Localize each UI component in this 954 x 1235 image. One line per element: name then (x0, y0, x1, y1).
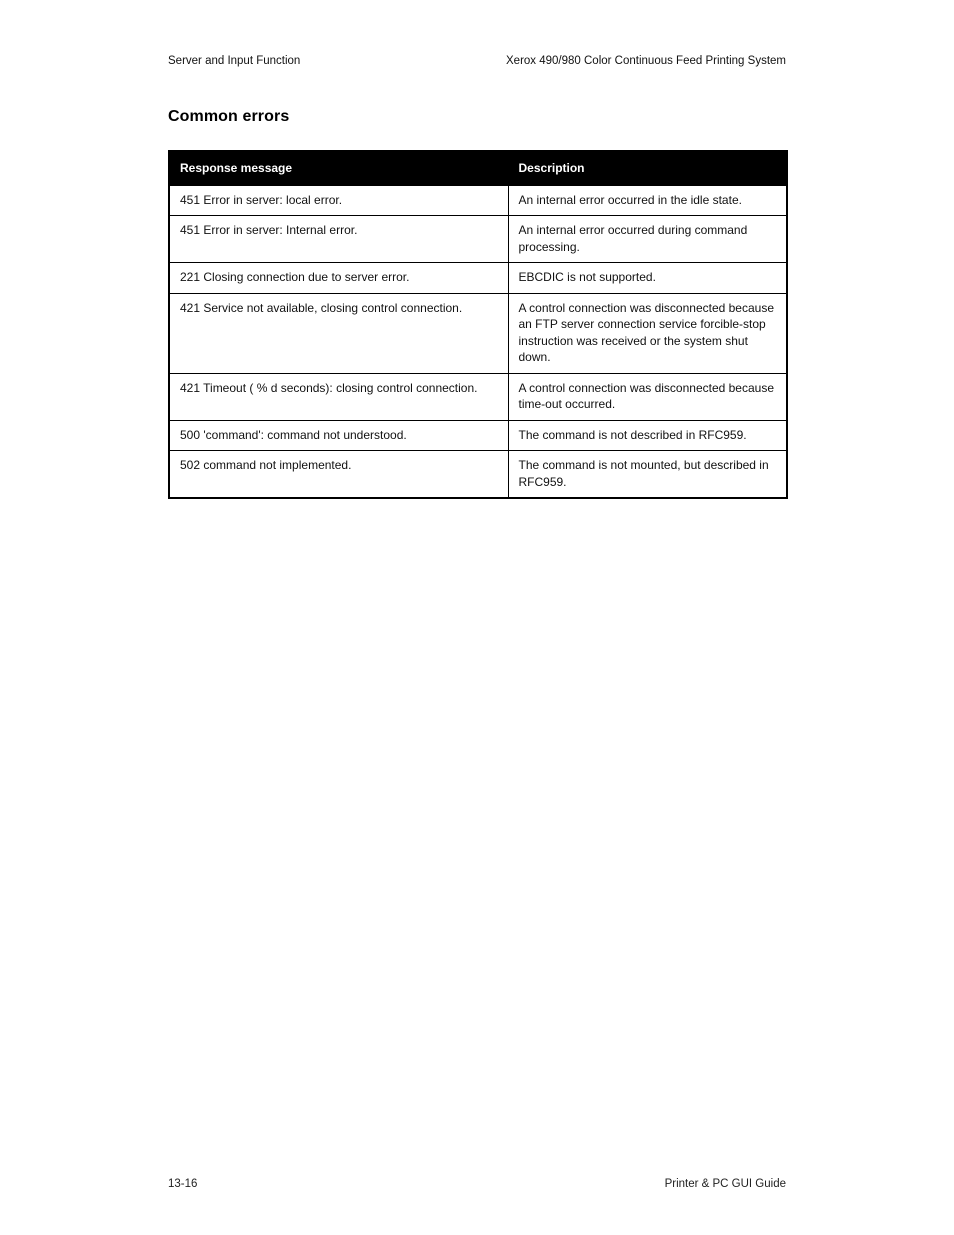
response-message-cell: 421 Timeout ( % d seconds): closing control connection. (169, 373, 508, 420)
column-header-description: Description (508, 151, 787, 185)
description-cell: An internal error occurred in the idle state. (508, 185, 787, 216)
description-cell: The command is not mounted, but described in RFC959. (508, 451, 787, 499)
table-row (169, 451, 787, 499)
response-message-cell: 451 Error in server: Internal error. (169, 216, 508, 263)
column-header-response-message: Response message (169, 151, 508, 185)
response-message-cell: 502 command not implemented. (169, 451, 508, 499)
table-header-row (169, 151, 787, 185)
running-header (168, 54, 786, 68)
table-body (169, 185, 787, 498)
response-message-cell: 451 Error in server: local error. (169, 185, 508, 216)
footer-guide-title: Printer & PC GUI Guide (664, 1178, 786, 1190)
table-row (169, 293, 787, 373)
common-errors-table (168, 150, 788, 499)
response-message-cell: 421 Service not available, closing control connection. (169, 293, 508, 373)
section-title: Common errors (168, 108, 290, 125)
description-cell: An internal error occurred during command processing. (508, 216, 787, 263)
description-cell: EBCDIC is not supported. (508, 263, 787, 294)
description-cell: The command is not described in RFC959. (508, 420, 787, 451)
running-header-left: Server and Input Function (168, 55, 301, 67)
description-cell: A control connection was disconnected because time-out occurred. (508, 373, 787, 420)
response-message-cell: 500 'command': command not understood. (169, 420, 508, 451)
table-row (169, 420, 787, 451)
response-message-cell: 221 Closing connection due to server error. (169, 263, 508, 294)
running-footer (168, 1177, 786, 1191)
table-row (169, 263, 787, 294)
table-row (169, 185, 787, 216)
running-header-right: Xerox 490/980 Color Continuous Feed Printing System (506, 55, 786, 67)
page-number: 13-16 (168, 1178, 198, 1190)
table-row (169, 216, 787, 263)
description-cell: A control connection was disconnected because an FTP server connection service forcible-stop instruction was received or the system shut down. (508, 293, 787, 373)
table-row (169, 373, 787, 420)
